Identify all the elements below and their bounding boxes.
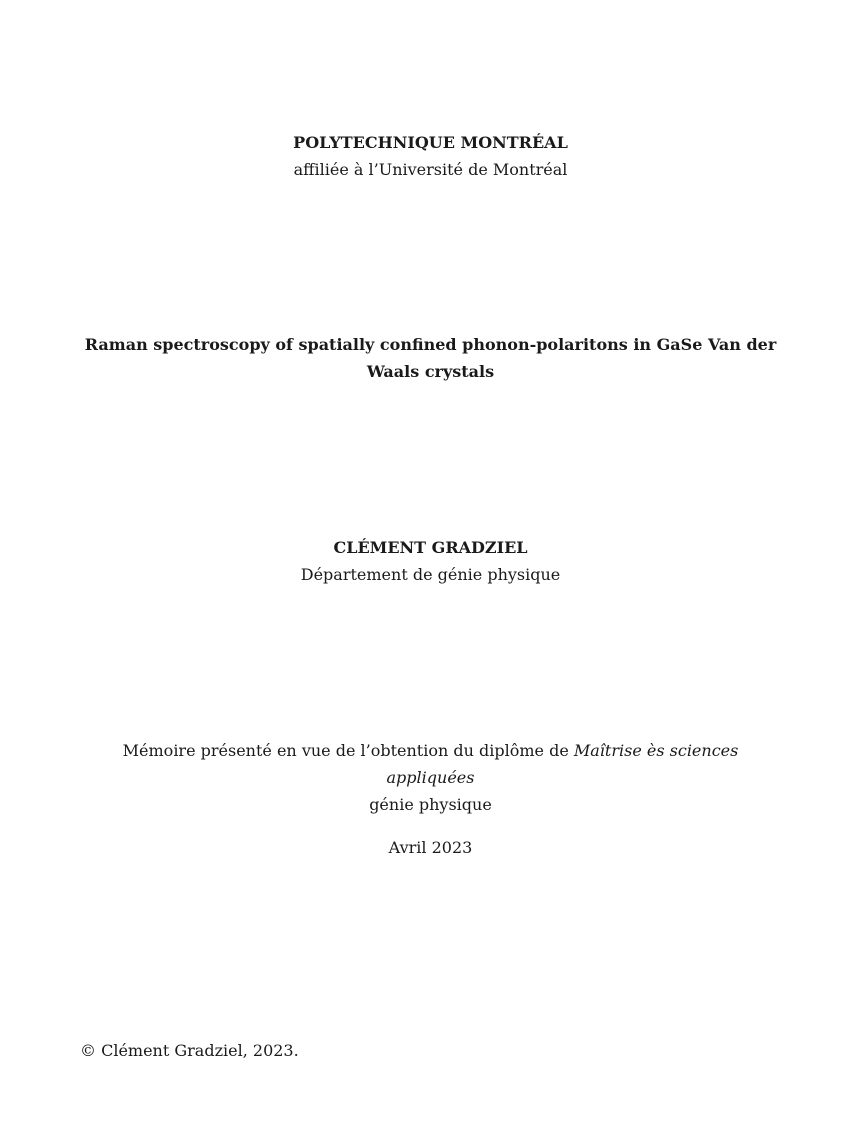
institution-block	[0, 129, 861, 183]
degree-field: génie physique	[369, 795, 492, 814]
thesis-title: Raman spectroscopy of spatially confined phonon-polaritons in GaSe Van der Waals crystals	[84, 335, 777, 381]
degree-statement	[80, 737, 781, 791]
institution-name: POLYTECHNIQUE MONTRÉAL	[293, 133, 568, 152]
submission-date: Avril 2023	[388, 838, 473, 857]
author-name: CLÉMENT GRADZIEL	[333, 538, 528, 557]
copyright-notice: © Clément Gradziel, 2023.	[80, 1041, 299, 1060]
degree-block	[80, 737, 781, 818]
institution-affiliation: affiliée à l’Université de Montréal	[293, 160, 568, 179]
degree-name: Maîtrise ès sciences appliquées	[386, 741, 739, 787]
author-block	[0, 534, 861, 588]
author-department: Département de génie physique	[300, 565, 561, 584]
degree-statement-prefix: Mémoire présenté en vue de l’obtention du diplôme de	[122, 741, 574, 760]
